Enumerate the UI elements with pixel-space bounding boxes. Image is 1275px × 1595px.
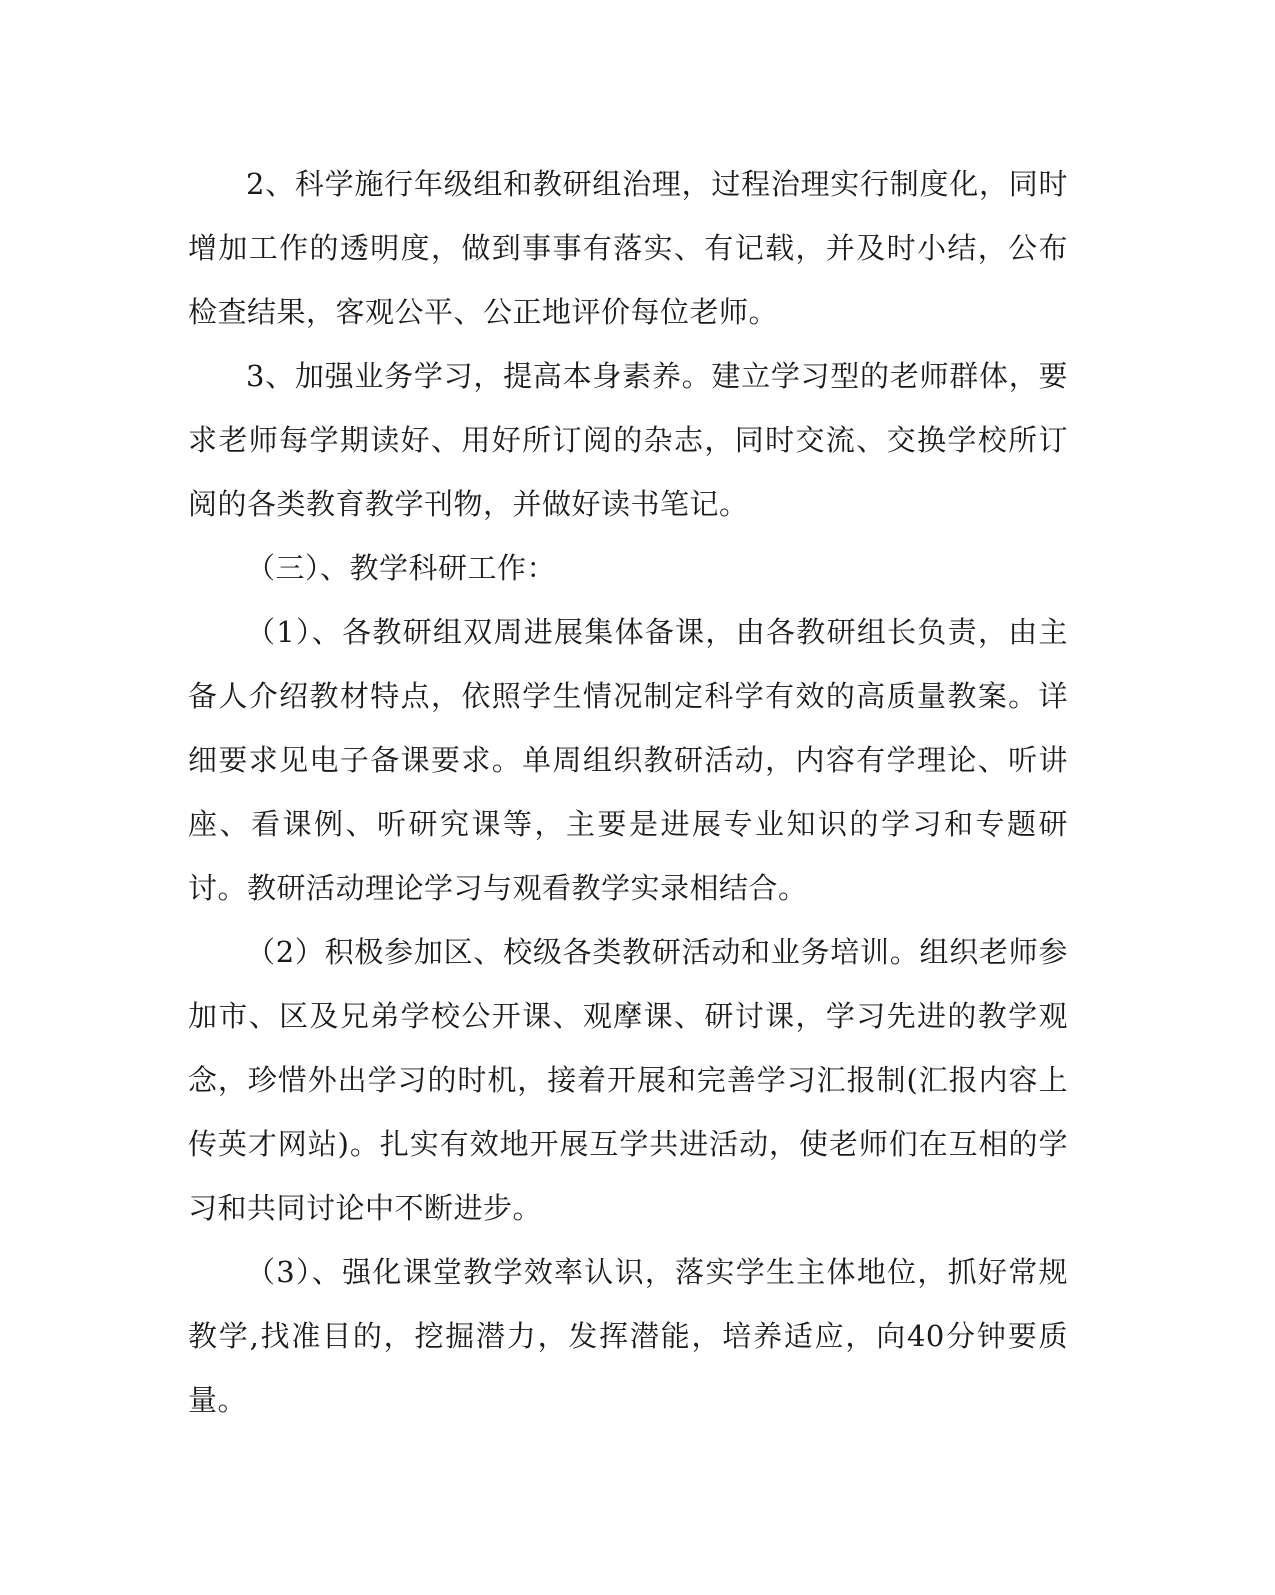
section-heading-research: （三）、教学科研工作： <box>246 551 557 585</box>
paragraph-study: 3、加强业务学习，提高本身素养。建立学习型的老师群体，要求老师每学期读好、用好所订阅的杂志，同时交流、交换学校所订阅的各类教育教学刊物，并做好读书笔记。 <box>188 359 1068 521</box>
document-body <box>188 152 1068 1432</box>
paragraph-lesson-prep: （1）、各教研组双周进展集体备课，由各教研组长负责，由主备人介绍教材特点，依照学生情况制定科学有效的高质量教案。详细要求见电子备课要求。单周组织教研活动，内容有学理论、听讲座、看课例、听研究课等，主要是进展专业知识的学习和专题研讨。教研活动理论学习与观看教学实录相结合。 <box>188 615 1068 905</box>
paragraph-efficiency: （3）、强化课堂教学效率认识，落实学生主体地位，抓好常规教学,找准目的，挖掘潜力，发挥潜能，培养适应，向40分钟要质量。 <box>188 1255 1068 1417</box>
paragraph-training: （2）积极参加区、校级各类教研活动和业务培训。组织老师参加市、区及兄弟学校公开课、观摩课、研讨课，学习先进的教学观念，珍惜外出学习的时机，接着开展和完善学习汇报制(汇报内容上传英才网站)。扎实有效地开展互学共进活动，使老师们在互相的学习和共同讨论中不断进步。 <box>188 935 1068 1225</box>
paragraph-management: 2、科学施行年级组和教研组治理，过程治理实行制度化，同时增加工作的透明度，做到事事有落实、有记载，并及时小结，公布检查结果，客观公平、公正地评价每位老师。 <box>188 167 1068 329</box>
